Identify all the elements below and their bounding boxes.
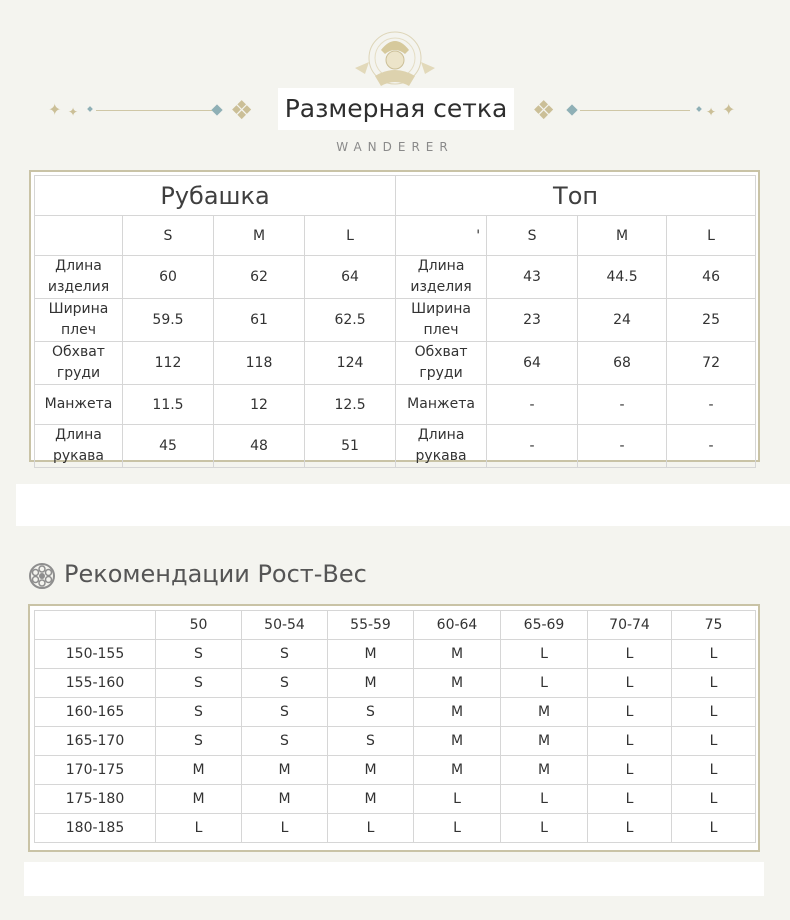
row-label: Манжета	[396, 385, 487, 425]
sparkle-icon: ✦	[706, 105, 717, 119]
shirt-value: 51	[305, 425, 396, 468]
size-cell: M	[414, 698, 501, 727]
blank-strip	[16, 484, 790, 526]
size-cell: S	[242, 640, 328, 669]
divider-line	[580, 110, 690, 111]
weight-header: 70-74	[588, 611, 672, 640]
size-cell: L	[672, 669, 756, 698]
height-label: 165-170	[35, 727, 156, 756]
top-value: -	[667, 385, 756, 425]
size-header: L	[305, 216, 396, 256]
shirt-value: 59.5	[123, 299, 214, 342]
sparkle-icon: ✦	[48, 100, 62, 119]
top-value: -	[487, 425, 578, 468]
size-cell: S	[156, 727, 242, 756]
sparkle-icon: ✦	[68, 105, 79, 119]
size-header: M	[578, 216, 667, 256]
top-value: -	[487, 385, 578, 425]
size-cell: M	[328, 640, 414, 669]
size-header: M	[214, 216, 305, 256]
shirt-value: 112	[123, 342, 214, 385]
size-cell: L	[672, 756, 756, 785]
size-header: S	[487, 216, 578, 256]
size-cell: S	[156, 669, 242, 698]
size-cell: S	[242, 727, 328, 756]
height-label: 160-165	[35, 698, 156, 727]
size-cell: S	[242, 669, 328, 698]
shirt-value: 45	[123, 425, 214, 468]
shirt-value: 118	[214, 342, 305, 385]
table-row	[35, 342, 756, 385]
shirt-value: 62.5	[305, 299, 396, 342]
weight-header: 55-59	[328, 611, 414, 640]
row-label: Обхват груди	[396, 342, 487, 385]
diamond-ornament-icon	[211, 104, 222, 115]
page-title: Размерная сетка	[278, 88, 514, 130]
size-cell: M	[328, 785, 414, 814]
divider-line	[96, 110, 212, 111]
top-value: -	[578, 425, 667, 468]
blank-strip	[24, 862, 764, 896]
size-cell: L	[588, 669, 672, 698]
size-cell: S	[156, 698, 242, 727]
size-cell: L	[588, 785, 672, 814]
top-value: 24	[578, 299, 667, 342]
size-cell: M	[501, 727, 588, 756]
size-cell: S	[328, 698, 414, 727]
diamond-ornament-icon	[566, 104, 577, 115]
size-cell: L	[672, 698, 756, 727]
size-cell: M	[414, 727, 501, 756]
size-cell: M	[414, 756, 501, 785]
height-label: 170-175	[35, 756, 156, 785]
character-emblem-icon	[345, 28, 445, 96]
size-cell: M	[414, 669, 501, 698]
size-cell: M	[328, 756, 414, 785]
top-marker: '	[476, 227, 481, 244]
sparkle-icon: ✦	[722, 100, 736, 119]
size-cell: M	[242, 756, 328, 785]
top-value: 44.5	[578, 256, 667, 299]
recommendations-title: Рекомендации Рост-Вес	[64, 560, 367, 588]
size-cell: L	[588, 698, 672, 727]
top-value: 64	[487, 342, 578, 385]
shirt-value: 12	[214, 385, 305, 425]
size-header: L	[667, 216, 756, 256]
table-row	[35, 385, 756, 425]
table-row	[35, 698, 756, 727]
table-row	[35, 299, 756, 342]
shirt-value: 61	[214, 299, 305, 342]
top-title: Топ	[396, 176, 756, 216]
size-cell: L	[414, 814, 501, 843]
size-cell: L	[156, 814, 242, 843]
size-cell: L	[588, 727, 672, 756]
size-cell: M	[501, 756, 588, 785]
size-cell: L	[588, 756, 672, 785]
size-cell: M	[156, 785, 242, 814]
weight-header-row	[35, 611, 756, 640]
row-label: Ширина плеч	[35, 299, 123, 342]
shirt-value: 64	[305, 256, 396, 299]
size-cell: L	[501, 814, 588, 843]
size-cell: L	[588, 814, 672, 843]
shirt-value: 62	[214, 256, 305, 299]
size-cell: L	[242, 814, 328, 843]
top-value: 72	[667, 342, 756, 385]
diamond-ornament-icon	[696, 106, 702, 112]
shirt-value: 60	[123, 256, 214, 299]
top-value: 68	[578, 342, 667, 385]
size-cell: L	[414, 785, 501, 814]
size-cell: L	[501, 640, 588, 669]
row-label: Ширина плеч	[396, 299, 487, 342]
height-label: 175-180	[35, 785, 156, 814]
row-label: Длина изделия	[396, 256, 487, 299]
page-subtitle: WANDERER	[336, 140, 454, 154]
table-row	[35, 814, 756, 843]
row-label: Манжета	[35, 385, 123, 425]
weight-header: 50-54	[242, 611, 328, 640]
weight-header: 75	[672, 611, 756, 640]
table-row	[35, 669, 756, 698]
ornament-icon: ❖	[230, 96, 254, 126]
table-row	[35, 256, 756, 299]
table-row	[35, 727, 756, 756]
size-cell: L	[501, 785, 588, 814]
size-cell: L	[672, 785, 756, 814]
weight-header: 50	[156, 611, 242, 640]
height-label: 155-160	[35, 669, 156, 698]
table-row	[35, 785, 756, 814]
top-value: 25	[667, 299, 756, 342]
table-row	[35, 425, 756, 468]
size-cell: L	[672, 640, 756, 669]
row-label: Длина рукава	[396, 425, 487, 468]
size-cell: L	[501, 669, 588, 698]
size-cell: S	[328, 727, 414, 756]
top-marker-cell	[396, 216, 487, 256]
top-value: -	[667, 425, 756, 468]
top-value: 46	[667, 256, 756, 299]
shirt-value: 124	[305, 342, 396, 385]
size-cell: S	[242, 698, 328, 727]
top-value: 23	[487, 299, 578, 342]
size-chart-table	[34, 175, 756, 468]
size-cell: M	[328, 669, 414, 698]
size-cell: L	[588, 640, 672, 669]
empty-cell	[35, 611, 156, 640]
diamond-ornament-icon	[87, 106, 93, 112]
shirt-value: 48	[214, 425, 305, 468]
row-label: Длина изделия	[35, 256, 123, 299]
size-cell: L	[672, 814, 756, 843]
weight-header: 60-64	[414, 611, 501, 640]
size-cell: L	[328, 814, 414, 843]
shirt-value: 11.5	[123, 385, 214, 425]
row-label: Длина рукава	[35, 425, 123, 468]
size-header: S	[123, 216, 214, 256]
table-row	[35, 756, 756, 785]
size-cell: M	[414, 640, 501, 669]
size-cell: M	[156, 756, 242, 785]
empty-cell	[35, 216, 123, 256]
recommendations-table	[34, 610, 756, 843]
shirt-title: Рубашка	[35, 176, 396, 216]
size-cell: S	[156, 640, 242, 669]
top-value: -	[578, 385, 667, 425]
ornament-icon: ❖	[532, 96, 556, 126]
size-cell: M	[242, 785, 328, 814]
height-label: 150-155	[35, 640, 156, 669]
size-header-row	[35, 216, 756, 256]
shirt-value: 12.5	[305, 385, 396, 425]
size-cell: L	[672, 727, 756, 756]
table-row	[35, 640, 756, 669]
height-label: 180-185	[35, 814, 156, 843]
weight-header: 65-69	[501, 611, 588, 640]
size-cell: M	[501, 698, 588, 727]
flower-emblem-icon	[28, 562, 56, 590]
row-label: Обхват груди	[35, 342, 123, 385]
top-value: 43	[487, 256, 578, 299]
